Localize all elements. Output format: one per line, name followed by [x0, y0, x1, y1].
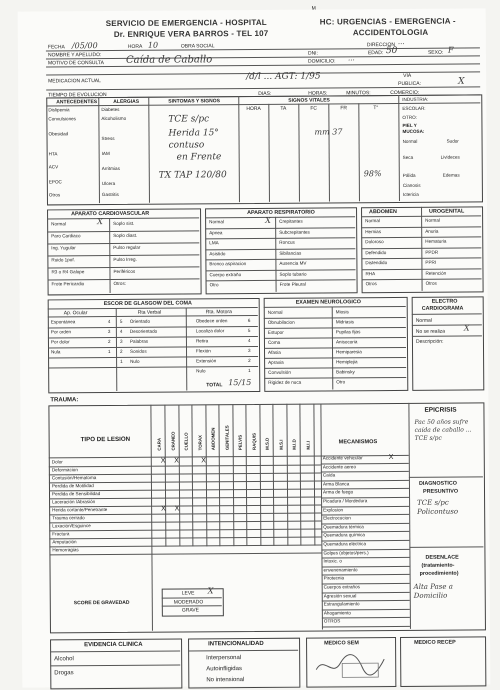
piel-sudor: Sudor [446, 138, 459, 144]
mecanismo-item: Quemadura térmica [323, 524, 364, 530]
cardio-item-left: Paro Cardiaco [51, 233, 81, 239]
sintomas-header: SINTOMAS Y SIGNOS [168, 98, 220, 105]
mecanismo-item: Quemadura química [323, 532, 365, 538]
sexo-label: SEXO: [427, 49, 444, 56]
page-mark: M [311, 5, 316, 12]
ant-stress: Stress [101, 135, 115, 142]
diagnostico-title-1: DIAGNOSTICO [418, 480, 458, 487]
mecanismo-item: Quemadura eléctrica [323, 541, 367, 547]
gravedad-leve: LEVE [181, 590, 195, 597]
ant-arritmias: Arritmias [101, 165, 120, 172]
lesion-type: Luxación/Esguince [52, 523, 91, 529]
emergency-form-sheet [18, 5, 491, 687]
glasgow-motora-score: 1 [248, 368, 251, 374]
glasgow-verbal-score: 3 [119, 338, 123, 344]
desenlace-text: Alta Pase a Domicilio [413, 582, 453, 600]
neuro-item-right: Hemiplejia [336, 359, 358, 365]
mecanismo-item: Intoxic. o [323, 558, 342, 564]
glasgow-ocular-item: Por dolor [50, 339, 70, 345]
urogenital-item: Anuria [425, 228, 439, 234]
neuro-item-right: Anisocoria [335, 339, 358, 345]
mecanismo-item: OTROS [323, 618, 341, 624]
motivo-label: MOTIVO DE CONSULTA [47, 60, 104, 67]
glasgow-ocular-item: Espontánea [50, 319, 76, 325]
neuro-item-left: Coma [267, 339, 281, 345]
intencionalidad-interpersonal: Interpersonal [206, 655, 242, 662]
ant-dislipemia: Dislipemia [48, 107, 70, 113]
glasgow-ocular-score: 2 [107, 339, 111, 345]
resp-item-right: Subcrepitantes [279, 229, 310, 235]
vitals-ta: TA [280, 105, 287, 112]
nombre-label: NOMBRE Y APELLIDO: [47, 52, 102, 59]
abdomen-item: Distendido [365, 260, 388, 266]
resp-item-right: Frote Pleural [279, 281, 306, 287]
glasgow-motora-score: 2 [248, 358, 251, 364]
resp-item-left: Cuerpo extraño [209, 271, 242, 277]
tipo-lesion-header: TIPO DE LESION [80, 435, 131, 444]
intencionalidad-autoinfligidas: Autoinfligidas [206, 666, 242, 673]
cardio-item-right: Otros: [113, 280, 127, 286]
horas-label: HORAS: [308, 90, 328, 97]
motivo-value: Caída de Caballo [125, 54, 213, 66]
mecanismo-item: Explosion [323, 506, 344, 513]
piel-seca: Seca [402, 154, 414, 160]
medico-sem-label: MEDICO SEM [324, 640, 359, 647]
obra-social-label: OBRA SOCIAL [180, 43, 215, 50]
abdomen-item: RHA [365, 270, 376, 276]
tipo-escolar: ESCOLAR: [402, 105, 426, 111]
intencionalidad-no-intensional: No intensional [206, 677, 245, 684]
body-region-header: RAQUIS [251, 432, 257, 451]
mecanismo-item: Cuerpos extraños [323, 584, 360, 590]
mecanismo-mark: X [388, 454, 394, 462]
abdomen-item: Otros [365, 281, 377, 287]
trauma-mark: X [160, 457, 166, 465]
neuro-item-left: Rigidez de nuca [268, 379, 302, 385]
antecedentes-header: ANTECEDENTES [56, 99, 98, 106]
form-type-subtitle: ACCIDENTOLOGIA [352, 27, 429, 38]
cardio-item-left: Normal [51, 221, 66, 227]
mecanismo-item: Accidente vehicular [322, 455, 363, 461]
urogenital-item: PPRI [425, 259, 437, 265]
glasgow-motora-item: Nulo [196, 368, 206, 374]
resp-item-left: Bronco aspiracion [209, 261, 247, 267]
evidencia-alcohol: Alcohol [54, 656, 74, 663]
glasgow-total-label: TOTAL [206, 382, 223, 389]
hw-contuso: contuso [168, 140, 205, 151]
hw-sat: 98% [363, 169, 382, 179]
ant-diabetes: Diabetes [101, 106, 120, 113]
fecha-value: /05/00 [71, 41, 98, 51]
body-region-header: M.S.I [278, 439, 284, 450]
glasgow-ocular-score: 4 [107, 319, 111, 325]
ecg-no-realiza: No se realiza [415, 328, 446, 335]
urogenital-item: Hematuria [425, 238, 447, 244]
mecanismo-item: Golpes (objetos/pers.) [323, 549, 369, 556]
urogenital-item: PPDR [425, 249, 439, 255]
domicilio-label: DOMICILIO: [307, 58, 336, 65]
ant-hta: HTA [48, 151, 58, 157]
epicrisis-title: EPICRISIS [424, 406, 457, 414]
neuro-item-left: Apraxia [268, 359, 284, 365]
ecg-title-2: CARDIOGRAMA [421, 305, 464, 312]
cardio-item-right: Soplo diast. [113, 232, 138, 238]
resp-item-left: Apnea [209, 229, 223, 235]
ant-ulcera: Ulcera [101, 180, 116, 187]
neuro-item-right: Babinsky [336, 369, 355, 375]
ant-obesidad: Obesidad [48, 131, 69, 137]
gravedad-label: SCORE DE GRAVEDAD [73, 599, 130, 607]
lesion-type: Deformacion [51, 467, 78, 473]
neuro-item-left: Afasia [268, 349, 281, 355]
abdomen-item: Doloroso [365, 239, 384, 245]
ant-convulsiones: Convulsiones [48, 116, 77, 122]
domicilio-value: ... [347, 54, 355, 63]
respiratorio-title: APARATO RESPIRATORIO [247, 209, 315, 217]
diagnostico-title-2: PRESUNTIVO [422, 488, 459, 495]
glasgow-verbal-item: Palabras [129, 338, 149, 344]
sexo-value: F [447, 45, 454, 55]
publica-label: PUBLICA: [398, 80, 421, 87]
glasgow-ocular-score: 1 [108, 349, 111, 355]
piel-palida: Pálida [402, 172, 416, 178]
resp-item-left: Otro [209, 282, 219, 288]
resp-item-right: Sibilancias [279, 250, 302, 256]
ant-gastritis: Gastritis [101, 191, 119, 198]
cardio-item-right: Pulso Irreg. [113, 256, 137, 262]
medico-sem-signature [312, 649, 388, 682]
glasgow-motora-item: Flexión [196, 348, 211, 354]
glasgow-total-value: 15/15 [228, 378, 252, 388]
lesion-type: Perdida de Motilidad [51, 483, 94, 489]
desenlace-title-2: (tratamiento- [421, 562, 455, 569]
body-region-header: ABDOMEN [210, 427, 216, 451]
glasgow-motora-item: Retira [195, 338, 209, 344]
resp-item-left: Normal [209, 219, 224, 225]
abdomen-title: ABDOMEN [369, 208, 397, 216]
body-region-header: CRANEO [170, 431, 176, 451]
tiempo-label: TIEMPO DE EVOLUCION [48, 92, 107, 99]
evidencia-drogas: Drogas [54, 670, 74, 677]
ant-otros: Otros [48, 192, 61, 198]
glasgow-verbal-item: Desorientado [129, 328, 158, 334]
neuro-item-left: Convulsión [268, 369, 291, 375]
neuro-item-left: Estupor [267, 329, 284, 335]
neuro-title: EXAMEN NEUROLOGICO [295, 299, 362, 306]
neuro-item-right: Pupilas fijas [335, 329, 361, 335]
glasgow-verbal-score: 2 [120, 348, 123, 354]
mecanismo-item: Ahogamiento [323, 610, 351, 616]
mecanismo-item: Caída [322, 472, 336, 478]
signos-vitales-header: SIGNOS VITALES [288, 97, 330, 104]
ant-epoc: EPOC [48, 179, 62, 185]
mecanismo-item: Accidente aereo [322, 463, 357, 470]
body-region-header: CUELLO [183, 432, 189, 451]
respiratorio-mark: X [265, 215, 271, 225]
resp-item-left: Asistido [209, 250, 226, 256]
medicacion-label: MEDICACION ACTUAL [48, 78, 101, 85]
desenlace-title-1: DESENLACE [425, 554, 459, 561]
mecanismo-item: Electrocucion [323, 515, 351, 521]
abdomen-item: Hernias [365, 228, 382, 234]
gravedad-mark: X [207, 586, 214, 596]
glasgow-verbal-item: Orientado [129, 318, 151, 324]
dni-label: DNI: [307, 50, 318, 57]
glasgow-verbal-header: Rta Verbal [137, 309, 162, 316]
glasgow-motora-score: 6 [247, 318, 251, 324]
medicacion-value: /d/l ... AGT: 1/95 [246, 71, 321, 83]
direccion-label: DIRECCION [366, 42, 395, 49]
intencionalidad-title: INTENCIONALIDAD [208, 640, 264, 648]
mecanismos-header: MECANISMOS [338, 439, 378, 446]
glasgow-motora-score: 4 [247, 338, 251, 344]
mecanismo-item: Picadura / Mordedura [323, 498, 368, 504]
vitals-fc: FC [310, 105, 318, 112]
cardio-item-right: Pulso regular [113, 244, 141, 250]
evidencia-title: EVIDENCIA CLINICA [84, 641, 143, 649]
resp-item-right: Roncus [279, 239, 295, 245]
mecanismo-item: Arma de fuego [322, 489, 354, 495]
publica-mark: X [458, 76, 465, 87]
resp-item-right: Ausencia MV [279, 260, 307, 266]
vitals-temp: T° [373, 105, 379, 112]
mecanismo-item: Agresión sexual [323, 592, 357, 599]
form-type-title: HC: URGENCIAS - EMERGENCIA - [319, 16, 456, 27]
hospital-subtitle: Dr. ENRIQUE VERA BARROS - TEL 107 [113, 28, 269, 39]
alergias-header: ALERGIAS [113, 98, 140, 105]
lesion-type: Laceración /Abrasión [52, 499, 96, 505]
neuro-item-left: Obnubilacion [267, 319, 295, 325]
resp-item-left: LMA [209, 240, 219, 246]
glasgow-title: ESCOR DE GLASGOW DEL COMA [103, 300, 192, 308]
lesion-type: Contusión/Hematoma [51, 475, 97, 481]
lesion-type: Dolor [51, 459, 63, 465]
cardio-item-right: Periféricos [113, 268, 136, 274]
glasgow-ocular-item: Por orden [50, 329, 72, 335]
glasgow-motora-item: Localiza dolor [195, 328, 225, 334]
resp-item-right: Crepitantes [279, 218, 303, 224]
lesion-type: Hemorragias [52, 547, 79, 553]
glasgow-verbal-score: 4 [119, 328, 123, 334]
lesion-type: Trauma cerrado [52, 515, 85, 521]
diagnostico-text: TCE s/pc Policontuso [417, 498, 459, 516]
glasgow-verbal-item: Sonidos [130, 348, 147, 354]
neuro-item-right: Hemiparesia [336, 349, 362, 355]
mucosa-label: MUCOSA: [402, 128, 425, 134]
glasgow-ocular-header: Ap. Ocular [63, 310, 88, 317]
trauma-mark: X [161, 505, 166, 513]
urogenital-item: Normal [425, 217, 440, 223]
trauma-mark: X [174, 457, 179, 465]
cardio-item-left: Ruido 1pof. [51, 257, 75, 263]
body-region-header: CARA [156, 437, 162, 451]
cardio-item-left: Ing. Yugular [51, 245, 76, 251]
hw-herida: Herida 15° [168, 128, 219, 139]
neuro-item-left: Normal [267, 309, 283, 315]
lesion-type: Herida cortante/Penetrante [52, 507, 108, 513]
vitals-hora: HORA [246, 105, 261, 113]
cardio-item-left: R3 o R4 Galope [51, 269, 85, 275]
ecg-descripcion: Descripción: [415, 338, 444, 345]
mecanismo-item: Arma Blanca [322, 481, 350, 487]
edad-value: 50 [385, 45, 398, 57]
dias-label: DIAS: [258, 90, 272, 97]
hospital-title: SERVICIO DE EMERGENCIA - HOSPITAL [105, 17, 267, 29]
hw-mm: mm 37 [314, 127, 343, 137]
trauma-mark: X [201, 457, 206, 465]
fecha-label: FECHA [47, 44, 65, 51]
glasgow-motora-item: Extensión [196, 358, 217, 364]
comercio-label: COMERCIO: [390, 89, 420, 97]
piel-cianosis: Cianosis [402, 182, 421, 188]
hw-tce: TCE s/pc [168, 114, 210, 125]
piel-livideces: Livideces [440, 154, 460, 160]
epicrisis-text: Pac 50 años sufre caída de caballo ... TCE s/pc [414, 418, 472, 442]
urogenital-item: Otros [425, 280, 437, 286]
body-region-header: M.I.I [305, 441, 311, 450]
abdomen-item: Normal [365, 218, 380, 224]
body-region-header: M.S.D [264, 437, 270, 450]
glasgow-verbal-score: 1 [120, 358, 123, 364]
gravedad-grave: GRAVE [181, 607, 199, 614]
mecanismo-item: Pirotecnia [323, 575, 345, 581]
hw-frente: en Frente [176, 152, 222, 163]
tipo-industria: INDUSTRIA: [402, 96, 429, 102]
direccion-value: ... [397, 37, 405, 46]
glasgow-verbal-item: Nulo [130, 358, 140, 364]
desenlace-title-3: procedimiento) [419, 570, 459, 577]
neuro-item-right: Midriasis [335, 319, 354, 325]
body-region-header: PELVIS [237, 434, 243, 451]
ant-iam: IAM [101, 151, 110, 157]
trauma-mark: X [174, 505, 180, 513]
urogenital-item: Retención [425, 270, 447, 276]
piel-label: PIEL Y [402, 122, 417, 128]
glasgow-ocular-item: Nula [51, 349, 61, 355]
body-region-header: GENITALES [224, 425, 230, 451]
ecg-no-realiza-mark: X [463, 323, 470, 333]
piel-normal: Normal [402, 138, 418, 144]
trauma-label: TRAUMA: [50, 397, 79, 404]
vitals-fr: FR [340, 105, 348, 112]
mecanismo-item: Estrangulamiento [323, 601, 360, 607]
minutos-label: MINUTOS: [346, 90, 371, 97]
resp-item-right: Soplo tubario [279, 271, 307, 277]
abdomen-item: Defendido [365, 249, 387, 255]
cardio-mark: X [97, 217, 103, 227]
ecg-normal: Normal [415, 317, 432, 324]
hora-value: 10 [147, 40, 159, 50]
glasgow-motora-score: 3 [248, 348, 251, 354]
glasgow-motora-score: 5 [247, 328, 251, 334]
body-region-header: M.I.D [291, 439, 297, 450]
urogenital-title: UROGENITAL [429, 208, 465, 215]
via-label: VIA [403, 72, 412, 79]
piel-ictericia: Ictericia [402, 191, 419, 197]
ant-alcoholismo: Alcoholismo [101, 115, 127, 122]
cardio-item-right: Soplo sist. [113, 220, 135, 226]
neuro-item-right: Otro [336, 379, 346, 385]
ecg-title-1: ELECTRO [431, 298, 458, 305]
glasgow-ocular-score: 3 [107, 329, 111, 335]
ant-acv: ACV [48, 164, 59, 170]
gravedad-moderado: MODERADO [173, 599, 204, 606]
tipo-otro: OTRO: [402, 114, 417, 120]
hw-tx: TX TAP 120/80 [158, 170, 227, 181]
lesion-type: Fractura [52, 531, 70, 537]
lesion-type: Amputación [52, 539, 77, 545]
glasgow-motora-item: Obedece orden [195, 318, 228, 324]
neuro-item-right: Miosis [335, 309, 349, 315]
piel-edemas: Edemas [442, 172, 460, 178]
body-region-header: TORAX [197, 435, 203, 451]
mecanismo-item: envenenamiento [323, 567, 358, 573]
edad-label: EDAD: [367, 50, 384, 57]
cardio-item-left: Frote Pericardio [51, 281, 85, 287]
lesion-type: Perdida de Sensibilidad [51, 491, 101, 497]
medico-recep-label: MEDICO RECEP [414, 639, 456, 646]
glasgow-verbal-score: 5 [119, 318, 123, 324]
hora-label: HORA [127, 43, 143, 50]
cardio-title: APARATO CARDIOVASCULAR [71, 210, 150, 218]
glasgow-motora-header: Rta. Motora [205, 309, 232, 316]
